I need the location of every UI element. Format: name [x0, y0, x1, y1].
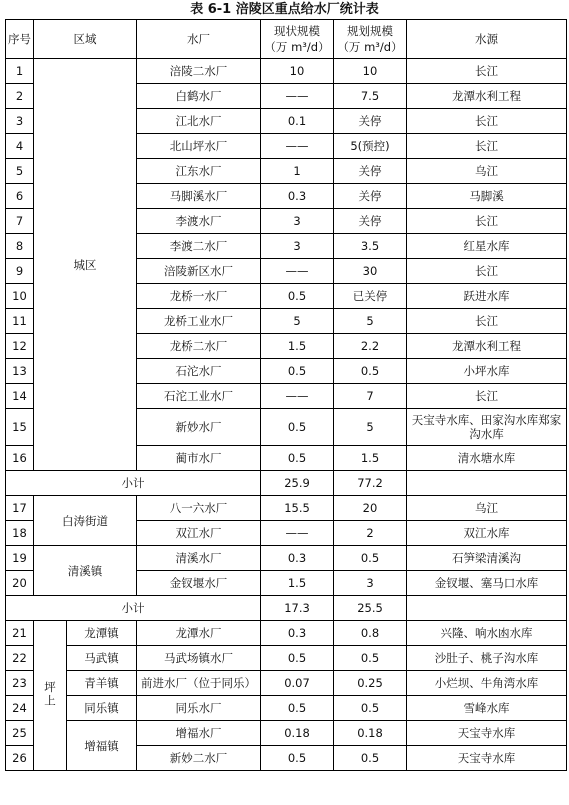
source-cell: 长江	[407, 209, 567, 234]
source-cell: 天宝寺水库、田家沟水库郑家沟水库	[407, 409, 567, 446]
plant-cell: 八一六水厂	[137, 496, 261, 521]
source-cell: 长江	[407, 259, 567, 284]
header-seq: 序号	[6, 20, 34, 59]
row-no: 24	[6, 696, 34, 721]
table-row	[6, 671, 567, 696]
table-row	[6, 621, 567, 646]
subtotal-current: 17.3	[261, 596, 334, 621]
plant-cell: 蔺市水厂	[137, 446, 261, 471]
source-cell: 沙肚子、桃子沟水库	[407, 646, 567, 671]
planned-cell: 1.5	[334, 446, 407, 471]
source-cell: 天宝寺水库	[407, 721, 567, 746]
subtotal-planned: 77.2	[334, 471, 407, 496]
current-cell: 3	[261, 234, 334, 259]
plant-cell: 龙潭水厂	[137, 621, 261, 646]
plant-cell: 增福水厂	[137, 721, 261, 746]
plant-cell: 龙桥工业水厂	[137, 309, 261, 334]
current-cell: 0.3	[261, 546, 334, 571]
source-cell: 跃进水库	[407, 284, 567, 309]
planned-cell: 20	[334, 496, 407, 521]
row-no: 16	[6, 446, 34, 471]
planned-cell: 7	[334, 384, 407, 409]
current-cell: 10	[261, 59, 334, 84]
row-no: 6	[6, 184, 34, 209]
header-planned: 规划规模（万 m³/d）	[334, 20, 407, 59]
current-cell: 5	[261, 309, 334, 334]
current-cell: ——	[261, 259, 334, 284]
row-no: 25	[6, 721, 34, 746]
source-cell: 双江水库	[407, 521, 567, 546]
table-row	[6, 546, 567, 571]
current-cell: 0.5	[261, 359, 334, 384]
plant-cell: 龙桥一水厂	[137, 284, 261, 309]
row-no: 17	[6, 496, 34, 521]
source-cell: 乌江	[407, 159, 567, 184]
source-cell: 红星水库	[407, 234, 567, 259]
planned-cell: 关停	[334, 109, 407, 134]
plant-cell: 同乐水厂	[137, 696, 261, 721]
row-no: 26	[6, 746, 34, 771]
current-cell: 15.5	[261, 496, 334, 521]
area-group-label: 坪上	[43, 680, 57, 708]
table-title: 表 6-1 涪陵区重点给水厂统计表	[190, 2, 379, 17]
row-no: 11	[6, 309, 34, 334]
table-row	[6, 496, 567, 521]
town-cell: 青羊镇	[67, 671, 137, 696]
planned-cell: 5	[334, 309, 407, 334]
current-cell: ——	[261, 134, 334, 159]
planned-cell: 5	[334, 409, 407, 446]
plant-cell: 涪陵二水厂	[137, 59, 261, 84]
plant-cell: 新妙二水厂	[137, 746, 261, 771]
current-cell: 0.18	[261, 721, 334, 746]
row-no: 7	[6, 209, 34, 234]
header-current: 现状规模（万 m³/d）	[261, 20, 334, 59]
planned-cell: 0.5	[334, 746, 407, 771]
current-cell: 0.3	[261, 184, 334, 209]
row-no: 13	[6, 359, 34, 384]
current-cell: 0.5	[261, 409, 334, 446]
area-cell: 白涛街道	[34, 496, 137, 546]
planned-cell: 关停	[334, 209, 407, 234]
plant-cell: 金钗堰水厂	[137, 571, 261, 596]
plant-cell: 马脚溪水厂	[137, 184, 261, 209]
plant-cell: 前进水厂（位于同乐）	[137, 671, 261, 696]
planned-cell: 0.5	[334, 646, 407, 671]
row-no: 19	[6, 546, 34, 571]
source-cell: 长江	[407, 309, 567, 334]
source-cell: 石笋梁清溪沟	[407, 546, 567, 571]
table-row	[6, 59, 567, 84]
subtotal-planned: 25.5	[334, 596, 407, 621]
plant-cell: 北山坪水厂	[137, 134, 261, 159]
water-plant-table	[5, 19, 567, 771]
current-cell: 0.5	[261, 646, 334, 671]
planned-cell: 0.5	[334, 696, 407, 721]
town-cell: 龙潭镇	[67, 621, 137, 646]
row-no: 10	[6, 284, 34, 309]
subtotal-current: 25.9	[261, 471, 334, 496]
planned-cell: 已关停	[334, 284, 407, 309]
plant-cell: 涪陵新区水厂	[137, 259, 261, 284]
subtotal-source	[407, 471, 567, 496]
current-cell: 0.5	[261, 284, 334, 309]
current-cell: 1.5	[261, 334, 334, 359]
plant-cell: 江东水厂	[137, 159, 261, 184]
source-cell: 兴隆、响水凼水库	[407, 621, 567, 646]
current-cell: 0.1	[261, 109, 334, 134]
source-cell: 长江	[407, 384, 567, 409]
planned-cell: 7.5	[334, 84, 407, 109]
row-no: 12	[6, 334, 34, 359]
current-cell: 0.5	[261, 696, 334, 721]
planned-cell: 30	[334, 259, 407, 284]
current-cell: 0.5	[261, 446, 334, 471]
current-cell: ——	[261, 384, 334, 409]
planned-cell: 10	[334, 59, 407, 84]
plant-cell: 双江水厂	[137, 521, 261, 546]
source-cell: 小烂坝、牛角湾水库	[407, 671, 567, 696]
town-cell: 同乐镇	[67, 696, 137, 721]
source-cell: 马脚溪	[407, 184, 567, 209]
planned-cell: 2.2	[334, 334, 407, 359]
source-cell: 长江	[407, 134, 567, 159]
row-no: 3	[6, 109, 34, 134]
planned-cell: 0.8	[334, 621, 407, 646]
row-no: 9	[6, 259, 34, 284]
current-cell: 1	[261, 159, 334, 184]
row-no: 2	[6, 84, 34, 109]
subtotal-row	[6, 596, 567, 621]
source-cell: 小坪水库	[407, 359, 567, 384]
area-group-cell	[34, 621, 67, 771]
header-source: 水源	[407, 20, 567, 59]
current-cell: 3	[261, 209, 334, 234]
current-cell: 0.5	[261, 746, 334, 771]
header-area: 区域	[34, 20, 137, 59]
town-cell: 增福镇	[67, 721, 137, 771]
planned-cell: 3	[334, 571, 407, 596]
source-cell: 清水塘水库	[407, 446, 567, 471]
row-no: 8	[6, 234, 34, 259]
row-no: 15	[6, 409, 34, 446]
plant-cell: 白鹤水厂	[137, 84, 261, 109]
plant-cell: 江北水厂	[137, 109, 261, 134]
source-cell: 雪峰水库	[407, 696, 567, 721]
source-cell: 长江	[407, 59, 567, 84]
planned-cell: 3.5	[334, 234, 407, 259]
row-no: 23	[6, 671, 34, 696]
plant-cell: 石沱工业水厂	[137, 384, 261, 409]
plant-cell: 马武场镇水厂	[137, 646, 261, 671]
current-cell: ——	[261, 521, 334, 546]
row-no: 5	[6, 159, 34, 184]
plant-cell: 清溪水厂	[137, 546, 261, 571]
subtotal-row	[6, 471, 567, 496]
header-row	[6, 20, 567, 59]
planned-cell: 0.5	[334, 359, 407, 384]
row-no: 1	[6, 59, 34, 84]
plant-cell: 李渡二水厂	[137, 234, 261, 259]
row-no: 20	[6, 571, 34, 596]
row-no: 14	[6, 384, 34, 409]
plant-cell: 石沱水厂	[137, 359, 261, 384]
town-cell: 马武镇	[67, 646, 137, 671]
area-cell: 清溪镇	[34, 546, 137, 596]
area-cell: 城区	[34, 59, 137, 471]
table-row	[6, 696, 567, 721]
row-no: 18	[6, 521, 34, 546]
source-cell: 龙潭水利工程	[407, 334, 567, 359]
planned-cell: 0.25	[334, 671, 407, 696]
source-cell: 金钗堰、塞马口水库	[407, 571, 567, 596]
source-cell: 乌江	[407, 496, 567, 521]
plant-cell: 新妙水厂	[137, 409, 261, 446]
row-no: 4	[6, 134, 34, 159]
subtotal-label: 小计	[6, 471, 261, 496]
current-cell: 0.07	[261, 671, 334, 696]
row-no: 21	[6, 621, 34, 646]
planned-cell: 0.18	[334, 721, 407, 746]
planned-cell: 关停	[334, 184, 407, 209]
source-cell: 天宝寺水库	[407, 746, 567, 771]
table-row	[6, 721, 567, 746]
current-cell: 0.3	[261, 621, 334, 646]
current-cell: ——	[261, 84, 334, 109]
planned-cell: 5(预控)	[334, 134, 407, 159]
subtotal-source	[407, 596, 567, 621]
table-row	[6, 646, 567, 671]
plant-cell: 李渡水厂	[137, 209, 261, 234]
planned-cell: 2	[334, 521, 407, 546]
row-no: 22	[6, 646, 34, 671]
planned-cell: 0.5	[334, 546, 407, 571]
plant-cell: 龙桥二水厂	[137, 334, 261, 359]
source-cell: 长江	[407, 109, 567, 134]
header-plant: 水厂	[137, 20, 261, 59]
source-cell: 龙潭水利工程	[407, 84, 567, 109]
subtotal-label: 小计	[6, 596, 261, 621]
current-cell: 1.5	[261, 571, 334, 596]
planned-cell: 关停	[334, 159, 407, 184]
